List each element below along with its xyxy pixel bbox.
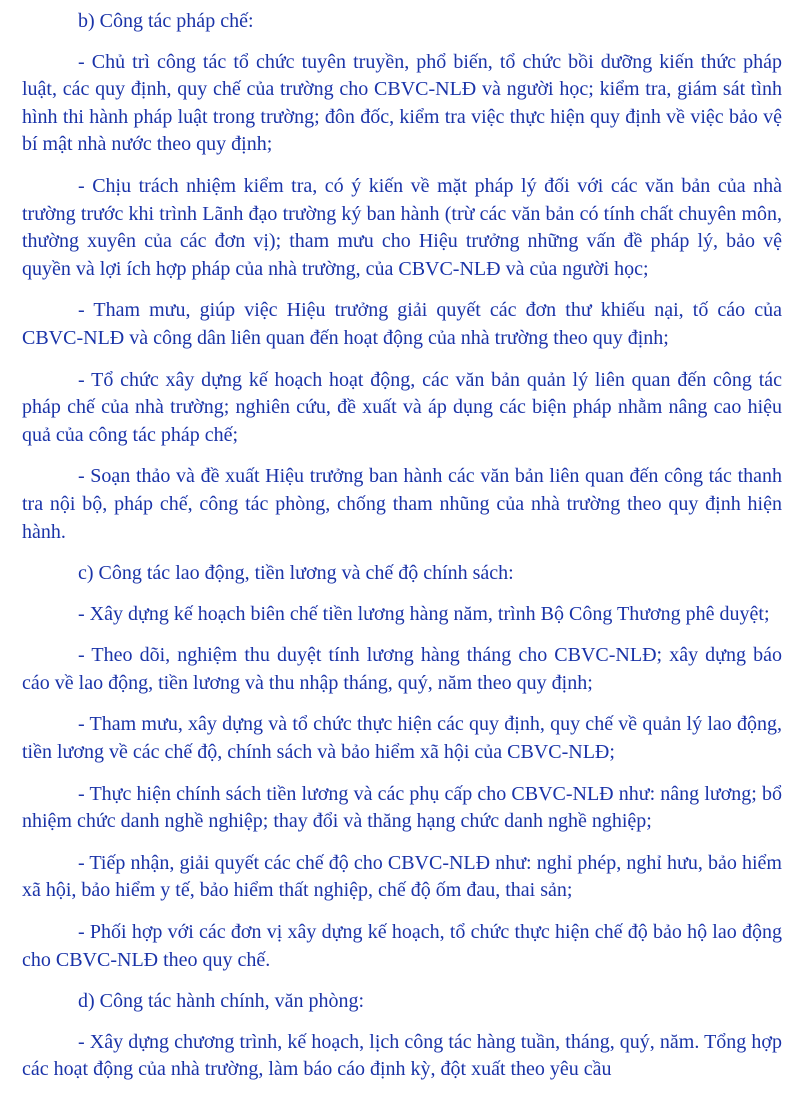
section-heading-admin: d) Công tác hành chính, văn phòng: <box>78 990 365 1013</box>
section-heading-legal: b) Công tác pháp chế: <box>78 10 254 32</box>
paragraph: - Xây dựng kế hoạch biên chế tiền lương hàng năm, trình Bộ Công Thương phê duyệt; <box>78 602 770 625</box>
paragraph: - Tham mưu, giúp việc Hiệu trưởng giải quyết các đơn thư khiếu nại, tố cáo của CBVC-NLĐ và công dân liên quan đến hoạt động của nhà trường theo quy định; <box>22 299 782 349</box>
paragraph: - Tiếp nhận, giải quyết các chế độ cho CBVC-NLĐ như: nghỉ phép, nghỉ hưu, bảo hiểm xã hội, bảo hiểm y tế, bảo hiểm thất nghiệp, chế độ ốm đau, thai sản; <box>22 851 782 902</box>
paragraph: - Tổ chức xây dựng kế hoạch hoạt động, các văn bản quản lý liên quan đến công tác pháp chế của nhà trường; nghiên cứu, đề xuất và áp dụng các biện pháp nhằm nâng cao hiệu quả của công tác pháp chế; <box>22 368 782 446</box>
paragraph: - Xây dựng chương trình, kế hoạch, lịch công tác hàng tuần, tháng, quý, năm. Tổng hợp các hoạt động của nhà trường, làm báo cáo định kỳ, đột xuất theo yêu cầu <box>22 1030 782 1081</box>
paragraph: - Chủ trì công tác tổ chức tuyên truyền, phổ biến, tổ chức bồi dưỡng kiến thức pháp luật, các quy định, quy chế của trường cho CBVC-NLĐ và người học; kiểm tra, giám sát tình hình thi hành pháp luật trong trường; đôn đốc, kiểm tra việc thực hiện quy định về việc bảo vệ bí mật nhà nước theo quy định; <box>22 50 782 156</box>
paragraph: - Soạn thảo và đề xuất Hiệu trưởng ban hành các văn bản liên quan đến công tác thanh tra nội bộ, pháp chế, công tác phòng, chống tham nhũng của nhà trường theo quy định hiện hành. <box>22 465 782 543</box>
document-page <box>22 8 782 1098</box>
paragraph: - Tham mưu, xây dựng và tổ chức thực hiện các quy định, quy chế về quản lý lao động, tiền lương về các chế độ, chính sách và bảo hiểm xã hội của CBVC-NLĐ; <box>22 713 782 764</box>
paragraph: - Theo dõi, nghiệm thu duyệt tính lương hàng tháng cho CBVC-NLĐ; xây dựng báo cáo về lao động, tiền lương và thu nhập tháng, quý, năm theo quy định; <box>22 644 782 694</box>
paragraph: - Chịu trách nhiệm kiểm tra, có ý kiến về mặt pháp lý đối với các văn bản của nhà trường trước khi trình Lãnh đạo trường ký ban hành (trừ các văn bản có tính chất chuyên môn, thường xuyên của các đơn vị); tham mưu cho Hiệu trưởng những vấn đề pháp lý, bảo vệ quyền và lợi ích hợp pháp của nhà trường, của CBVC-NLĐ và của người học; <box>22 174 782 280</box>
section-heading-labor: c) Công tác lao động, tiền lương và chế độ chính sách: <box>78 562 514 585</box>
paragraph: - Phối hợp với các đơn vị xây dựng kế hoạch, tổ chức thực hiện chế độ bảo hộ lao động cho CBVC-NLĐ theo quy chế. <box>22 921 782 971</box>
paragraph: - Thực hiện chính sách tiền lương và các phụ cấp cho CBVC-NLĐ như: nâng lương; bổ nhiệm chức danh nghề nghiệp; thay đổi và thăng hạng chức danh nghề nghiệp; <box>22 782 782 833</box>
